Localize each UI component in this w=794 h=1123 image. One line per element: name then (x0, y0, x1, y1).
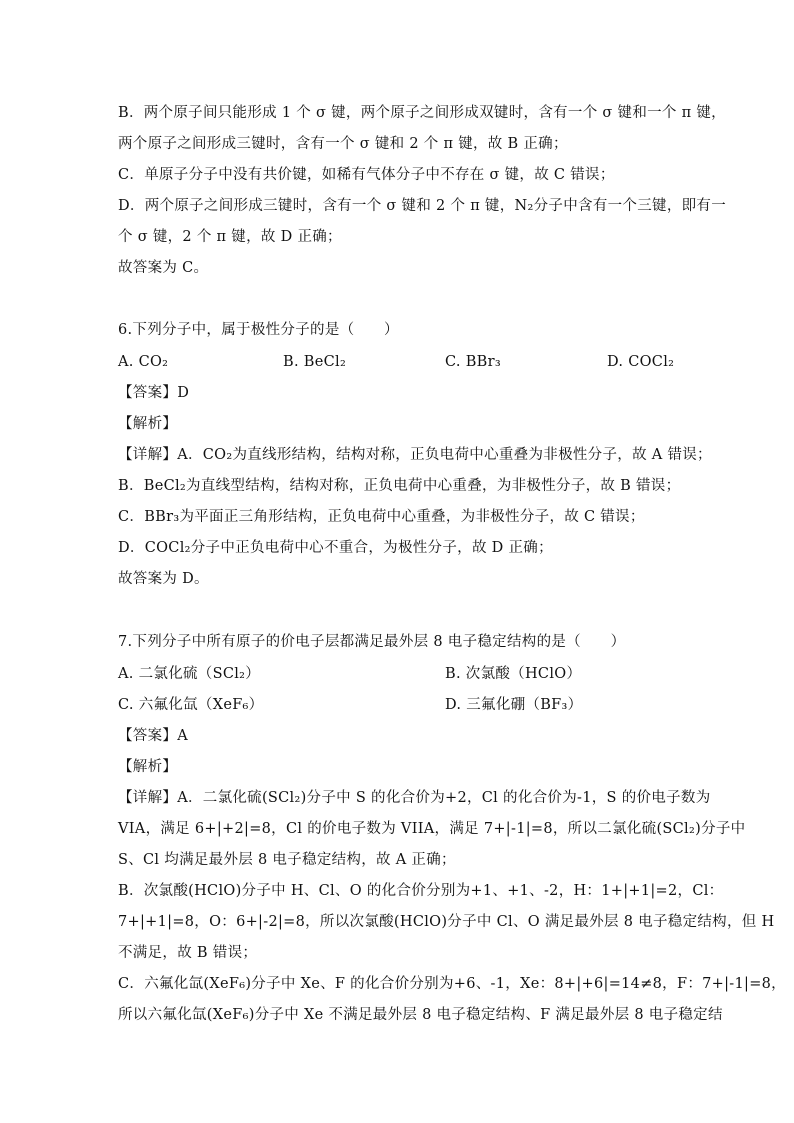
q5-explanation-d-line1: D．两个原子之间形成三键时，含有一个 σ 键和 2 个 π 键，N₂分子中含有一个三键，即有一 (118, 198, 727, 214)
q7-analysis-heading: 【解析】 (118, 759, 178, 775)
q7-option-d: D. 三氟化硼（BF₃） (445, 697, 583, 713)
q7-option-a: A. 二氯化硫（SCl₂） (118, 666, 261, 682)
q7-detail-b-line3: 不满足，故 B 错误； (118, 945, 258, 961)
q5-explanation-b-line2: 两个原子之间形成三键时，含有一个 σ 键和 2 个 π 键，故 B 正确； (118, 136, 568, 152)
q6-detail-c: C．BBr₃为平面正三角形结构，正负电荷中心重叠，为非极性分子，故 C 错误； (118, 509, 645, 525)
q5-explanation-c: C．单原子分子中没有共价键，如稀有气体分子中不存在 σ 键，故 C 错误； (118, 167, 615, 183)
q5-explanation-b-line1: B．两个原子间只能形成 1 个 σ 键，两个原子之间形成双键时，含有一个 σ 键和一个 π 键， (118, 105, 726, 121)
q7-detail-c-line2: 所以六氟化氙(XeF₆)分子中 Xe 不满足最外层 8 电子稳定结构、F 满足最外层 8 电子稳定结 (118, 1007, 723, 1023)
q7-detail-a-line2: VIA，满足 6+|+2|=8，Cl 的价电子数为 VIIA，满足 7+|-1|=8，所以二氯化硫(SCl₂)分子中 (118, 821, 746, 837)
q5-explanation-d-line2: 个 σ 键，2 个 π 键，故 D 正确； (118, 229, 342, 245)
q7-detail-b-line2: 7+|+1|=8，O：6+|-2|=8，所以次氯酸(HClO)分子中 Cl、O 满足最外层 8 电子稳定结构，但 H (118, 914, 775, 930)
q6-option-c: C. BBr₃ (445, 354, 501, 370)
q7-option-c: C. 六氟化氙（XeF₆） (118, 697, 264, 713)
q7-detail-c-line1: C．六氟化氙(XeF₆)分子中 Xe、F 的化合价分别为+6、-1，Xe：8+|+6|=14≠8，F：7+|-1|=8， (118, 976, 786, 992)
q5-conclusion: 故答案为 C。 (118, 260, 209, 276)
q7-detail-b-line1: B．次氯酸(HClO)分子中 H、Cl、O 的化合价分别为+1、+1、-2，H：1+|+1|=2，Cl： (118, 883, 724, 899)
q7-option-b: B. 次氯酸（HClO） (445, 666, 582, 682)
q7-answer: 【答案】A (118, 728, 188, 744)
q6-analysis-heading: 【解析】 (118, 416, 178, 432)
q6-stem: 6.下列分子中，属于极性分子的是（ ） (118, 322, 399, 338)
q7-detail-a-line3: S、Cl 均满足最外层 8 电子稳定结构，故 A 正确； (118, 852, 456, 868)
q7-stem: 7.下列分子中所有原子的价电子层都满足最外层 8 电子稳定结构的是（ ） (118, 634, 626, 650)
q7-detail-a-line1: 【详解】A．二氯化硫(SCl₂)分子中 S 的化合价为+2，Cl 的化合价为-1，S 的价电子数为 (118, 790, 711, 806)
q6-answer: 【答案】D (118, 385, 190, 401)
q6-option-d: D. COCl₂ (607, 354, 675, 370)
q6-detail-d: D．COCl₂分子中正负电荷中心不重合，为极性分子，故 D 正确； (118, 540, 553, 556)
q6-option-b: B. BeCl₂ (283, 354, 347, 370)
q6-option-a: A. CO₂ (118, 354, 169, 370)
q6-detail-b: B．BeCl₂为直线型结构，结构对称，正负电荷中心重叠，为非极性分子，故 B 错误； (118, 478, 681, 494)
q6-conclusion: 故答案为 D。 (118, 571, 209, 587)
q6-detail-a: 【详解】A．CO₂为直线形结构，结构对称，正负电荷中心重叠为非极性分子，故 A 错误； (118, 447, 712, 463)
